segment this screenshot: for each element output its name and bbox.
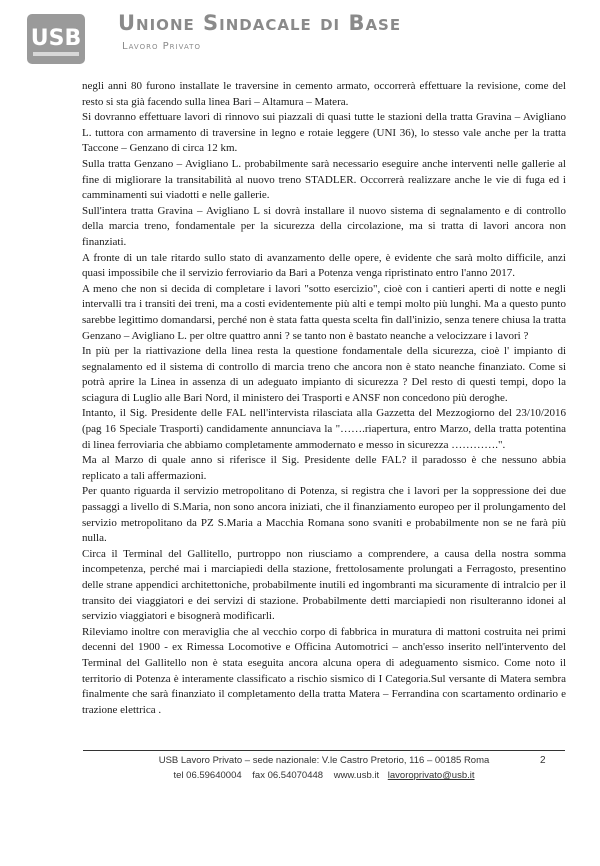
- organization-title: Unione Sindacale di Base: [118, 11, 402, 35]
- paragraph: Si dovranno effettuare lavori di rinnovo sui piazzali di quasi tutte le stazioni della tratta Gravina – Avigliano L. tuttora con armamento di traversine in legno e rotaie leggere (UNI 36), lo stesso vale anche per la tratta Taccone – Genzano di circa 12 km.: [82, 111, 566, 155]
- footer-divider: [83, 750, 565, 751]
- paragraph: A fronte di un tale ritardo sullo stato di avanzamento delle opere, è evidente che sarà molto difficile, anzi quasi impossibile che il servizio ferroviario da Bari a Potenza venga ripristinato entro l'anno 2017.: [82, 251, 566, 280]
- paragraph: Intanto, il Sig. Presidente delle FAL nell'intervista rilasciata alla Gazzetta del Mezzogiorno del 23/10/2016 (pag 16 Speciale Trasporti) candidamente annunciava la "…….riapertura, entro Marzo, della tratta potentina di linea ferroviaria che abbiamo completamente ammodernato e messo in sicurezza ………….".: [82, 407, 566, 451]
- paragraph: A meno che non si decida di completare i lavori "sotto esercizio", cioè con i cantieri aperti di notte e negli intervalli tra i transiti dei treni, ma a costi evidentemente più alti e tempi molto più lunghi. Ma a questo punto sarebbe legittimo domandarsi, perché non è stata fatta questa scelta fin dall'inizio, senza tenere chiusa la tratta Genzano – Avigliano L. per oltre quattro anni ? se tanto non è bastato neanche a velocizzare i lavori ?: [82, 282, 566, 342]
- paragraph: Circa il Terminal del Gallitello, purtroppo non riusciamo a comprendere, a causa della nostra somma incompetenza, perché mai i marciapiedi della stazione, frettolosamente prolungati a Ferragosto, presentino delle strane appendici architettoniche, probabilmente inutili ed ingombranti ma sicuramente di intralcio per il transito dei viaggiatori e dei servizi di stazione. Probabilmente detti marciapiedi non risulteranno idonei al servizio viaggiatori e bisognerà modificarli.: [82, 547, 566, 623]
- paragraph: Sull'intera tratta Gravina – Avigliano L si dovrà installare il nuovo sistema di segnalamento e di controllo della marcia treno, fondamentale per la sicurezza della circolazione, ma si tratta di lavori ancora non finanziati.: [82, 204, 566, 248]
- paragraph: In più per la riattivazione della linea resta la questione fondamentale della sicurezza, cioè l' impianto di segnalamento ed il sistema di controllo di marcia treno che ancora non è stato neanche finanziato. Come si potrà aprire la Linea in assenza di un adeguato impianto di sicurezza ? Del resto di questi tempi, dopo la sciagura di Luglio alle Bari Nord, il ministero dei Trasporti e ANSF non concedono più deroghe.: [82, 345, 566, 404]
- page-number: 2: [540, 755, 546, 766]
- usb-logo-icon: [27, 14, 85, 64]
- footer-address: USB Lavoro Privato – sede nazionale: V.le Castro Pretorio, 116 – 00185 Roma: [158, 755, 490, 766]
- footer-website-link[interactable]: www.usb.it: [333, 770, 380, 781]
- footer-email-link[interactable]: lavoroprivato@usb.it: [387, 770, 475, 781]
- paragraph: negli anni 80 furono installate le traversine in cemento armato, occorrerà effettuare la revisione, come del resto si sta già facendo sulla linea Bari – Altamura – Matera.: [82, 80, 566, 108]
- document-body: [82, 79, 566, 718]
- footer-contacts: [83, 770, 565, 781]
- paragraph: Ma al Marzo di quale anno si riferisce il Sig. Presidente delle FAL? il paradosso è che nessuno abbia replicato a tali affermazioni.: [82, 454, 566, 482]
- footer-phone: tel 06.59640004: [173, 770, 242, 781]
- usb-logo: [27, 14, 85, 64]
- paragraph: Sulla tratta Genzano – Avigliano L. probabilmente sarà necessario eseguire anche interventi nelle gallerie al fine di migliorare la transitabilità al nuovo treno STADLER. Occorrerà realizzare anche le vie di fuga ed i camminamenti sui viadotti e nelle gallerie.: [82, 157, 566, 202]
- footer-fax: fax 06.54070448: [252, 770, 324, 781]
- paragraph: Rileviamo inoltre con meraviglia che al vecchio corpo di fabbrica in muratura di mattoni costruita nei primi decenni del 1900 - ex Rimessa Locomotive e Officina Automotrici – anch'esso inserito nell'intervento del Terminal del Gallitello non è stata eseguita ancora alcuna opera di adeguamento sismico. Come noto il territorio di Potenza è interamente classificato a rischio sismico di I Categoria.Sul versante di Matera sembra finalmente che sarà finanziato il completamento della tratta Matera – Ferrandina con scartamento ordinario e trazione elettrica .: [82, 625, 566, 716]
- organization-subtitle: Lavoro Privato: [122, 41, 201, 52]
- logo-text: USB: [30, 26, 82, 51]
- paragraph: Per quanto riguarda il servizio metropolitano di Potenza, si registra che i lavori per la soppressione dei due passaggi a livello di S.Maria, non sono ancora iniziati, che il finanziamento europeo per il prolungamento del servizio metropolitano da PZ S.Maria a Macchia Romana sono svaniti e probabilmente non se ne farà più nulla.: [82, 485, 566, 545]
